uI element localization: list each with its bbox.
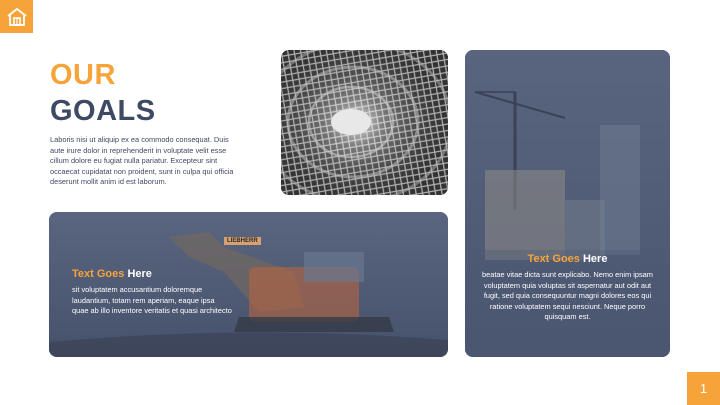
heading-white: Here — [582, 253, 608, 265]
page-title-line-1: OUR — [50, 59, 116, 91]
card-heading — [72, 268, 152, 280]
page-title-line-2: GOALS — [50, 95, 156, 127]
heading-white: Here — [127, 268, 152, 280]
card-body-text: sit voluptatem accusantium doloremque laudantium, totam rem aperiam, eaque ipsa quae ab illo inventore veritatis et quasi architecto — [72, 285, 232, 316]
page-number: 1 — [687, 372, 720, 405]
card-body-text: beatae vitae dicta sunt explicabo. Nemo enim ipsam voluptatem quia voluptas sit aspernatur aut odit aut fugit, sed quia consequuntur magni dolores eos qui ratione voluptatem sequi nesciunt. Neque porro quisquam est. — [482, 270, 653, 322]
logo-box — [0, 0, 33, 33]
excavator-card — [49, 212, 448, 357]
intro-paragraph: Laboris nisi ut aliquip ex ea commodo consequat. Duis aute irure dolor in reprehenderit in voluptate velit esse cillum dolore eu fugiat nulla pariatur. Excepteur sint occaecat cupidatat non proident, sunt in culpa qui officia deserunt mollit anim id est laborum. — [50, 135, 234, 187]
heading-accent: Text Goes — [527, 253, 580, 265]
card-heading — [465, 253, 670, 265]
house-logo-icon — [6, 7, 28, 27]
machine-brand-label: LIEBHERR — [224, 237, 261, 245]
city-construction-card — [465, 50, 670, 357]
steel-mesh-photo — [281, 50, 448, 195]
heading-accent: Text Goes — [72, 268, 125, 280]
